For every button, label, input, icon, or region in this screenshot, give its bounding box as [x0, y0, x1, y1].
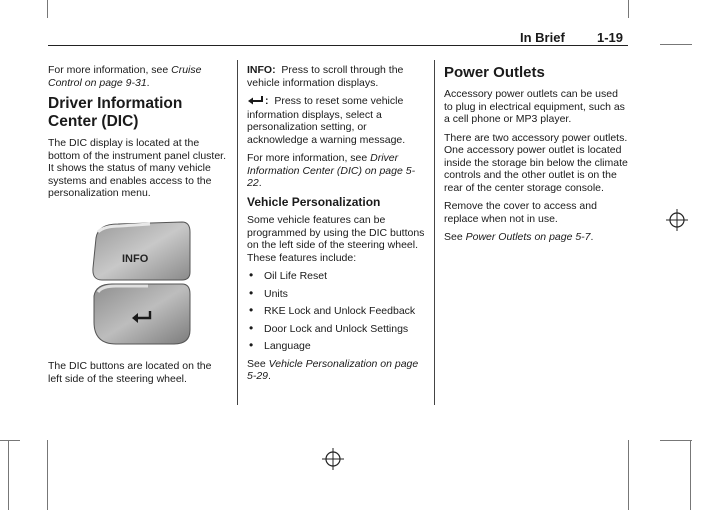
info-label: INFO: — [247, 64, 276, 76]
dic-link[interactable]: Driver Information Center (DIC) on page 5-22 — [247, 152, 416, 189]
dic-buttons-illustration — [88, 218, 192, 353]
crop-mark — [660, 440, 692, 441]
dic-reference-end: . — [258, 177, 262, 189]
power-outlets-reference-end: . — [590, 231, 594, 243]
column-1 — [48, 64, 228, 206]
enter-colon: : — [265, 95, 269, 107]
personalization-reference-text: See — [247, 357, 269, 370]
power-outlets-p3: Remove the cover to access and replace when not in use. — [444, 200, 597, 225]
feature-list — [247, 270, 429, 353]
list-item-text: Door Lock and Unlock Settings — [264, 322, 409, 335]
bullet-icon: • — [249, 338, 254, 352]
list-item — [247, 270, 429, 283]
power-outlets-p1: Accessory power outlets can be used to plug in electrical equipment, such as a cell phone or MP3 player. — [444, 88, 625, 125]
crop-mark — [8, 440, 9, 510]
column-divider-left — [237, 60, 238, 405]
enter-icon — [247, 96, 265, 109]
power-outlets-p2: There are two accessory power outlets. One accessory power outlet is located inside the storage bin below the climate controls and the other outlet is on the rear of the center storage console. — [444, 131, 628, 194]
vehicle-personalization-body: Some vehicle features can be programmed by using the DIC buttons on the left side of the steering wheel. These features include: — [247, 214, 425, 264]
crop-mark — [660, 44, 692, 45]
power-outlets-reference-text: See — [444, 231, 466, 243]
reference-end: . — [146, 76, 150, 89]
power-outlets-link[interactable]: Power Outlets on page 5-7 — [465, 231, 591, 243]
enter-text: Press to reset some vehicle information displays, select a personalization setting, or acknowledge a warning message. — [247, 95, 406, 146]
reference-text: For more information, see — [48, 64, 172, 76]
list-item — [247, 320, 429, 336]
bullet-icon: • — [249, 320, 254, 335]
list-item-text: RKE Lock and Unlock Feedback — [264, 305, 416, 317]
column-2 — [247, 64, 429, 389]
cruise-control-reference — [48, 64, 228, 89]
crop-mark — [628, 0, 629, 18]
power-outlets-reference — [444, 231, 628, 244]
enter-arrow-icon — [130, 310, 154, 329]
dic-description: The DIC display is located at the bottom of the instrument panel cluster. It shows the status of many vehicle systems and enables access to the personalization menu. — [48, 137, 227, 199]
dic-caption-block — [48, 360, 228, 391]
info-button-label: INFO — [122, 253, 149, 265]
list-item — [247, 285, 429, 301]
list-item-text: Oil Life Reset — [264, 270, 328, 282]
dic-reference — [247, 152, 429, 190]
dic-caption: The DIC buttons are located on the left side of the steering wheel. — [48, 360, 212, 385]
personalization-link[interactable]: Vehicle Personalization on page 5-29 — [247, 357, 419, 382]
crop-mark — [690, 440, 691, 510]
crop-mark — [0, 440, 20, 441]
section-title: In Brief — [520, 30, 565, 45]
crop-mark — [47, 0, 48, 18]
bullet-icon: • — [249, 303, 254, 317]
personalization-reference — [247, 358, 429, 383]
info-text: Press to scroll through the vehicle information displays. — [247, 64, 404, 89]
column-divider-right — [434, 60, 435, 405]
header-rule — [48, 45, 628, 46]
enter-description — [247, 95, 429, 146]
power-outlets-heading: Power Outlets — [444, 64, 545, 81]
page-number: 1-19 — [597, 30, 624, 45]
column-3 — [444, 64, 628, 250]
registration-mark-icon — [666, 209, 688, 236]
list-item-text: Units — [264, 287, 288, 300]
crop-mark — [628, 440, 629, 510]
cruise-control-link[interactable]: Cruise Control on page 9-31 — [48, 64, 202, 89]
list-item — [247, 340, 429, 353]
list-item-text: Language — [264, 340, 311, 352]
crop-mark — [47, 440, 48, 510]
registration-mark-icon — [322, 448, 344, 475]
info-description — [247, 64, 429, 89]
dic-reference-text: For more information, see — [247, 152, 371, 164]
bullet-icon: • — [249, 285, 254, 300]
bullet-icon: • — [249, 268, 254, 282]
list-item — [247, 305, 429, 318]
personalization-reference-end: . — [268, 370, 271, 382]
dic-heading: Driver Information Center (DIC) — [48, 95, 183, 130]
vehicle-personalization-heading: Vehicle Personalization — [247, 194, 381, 209]
